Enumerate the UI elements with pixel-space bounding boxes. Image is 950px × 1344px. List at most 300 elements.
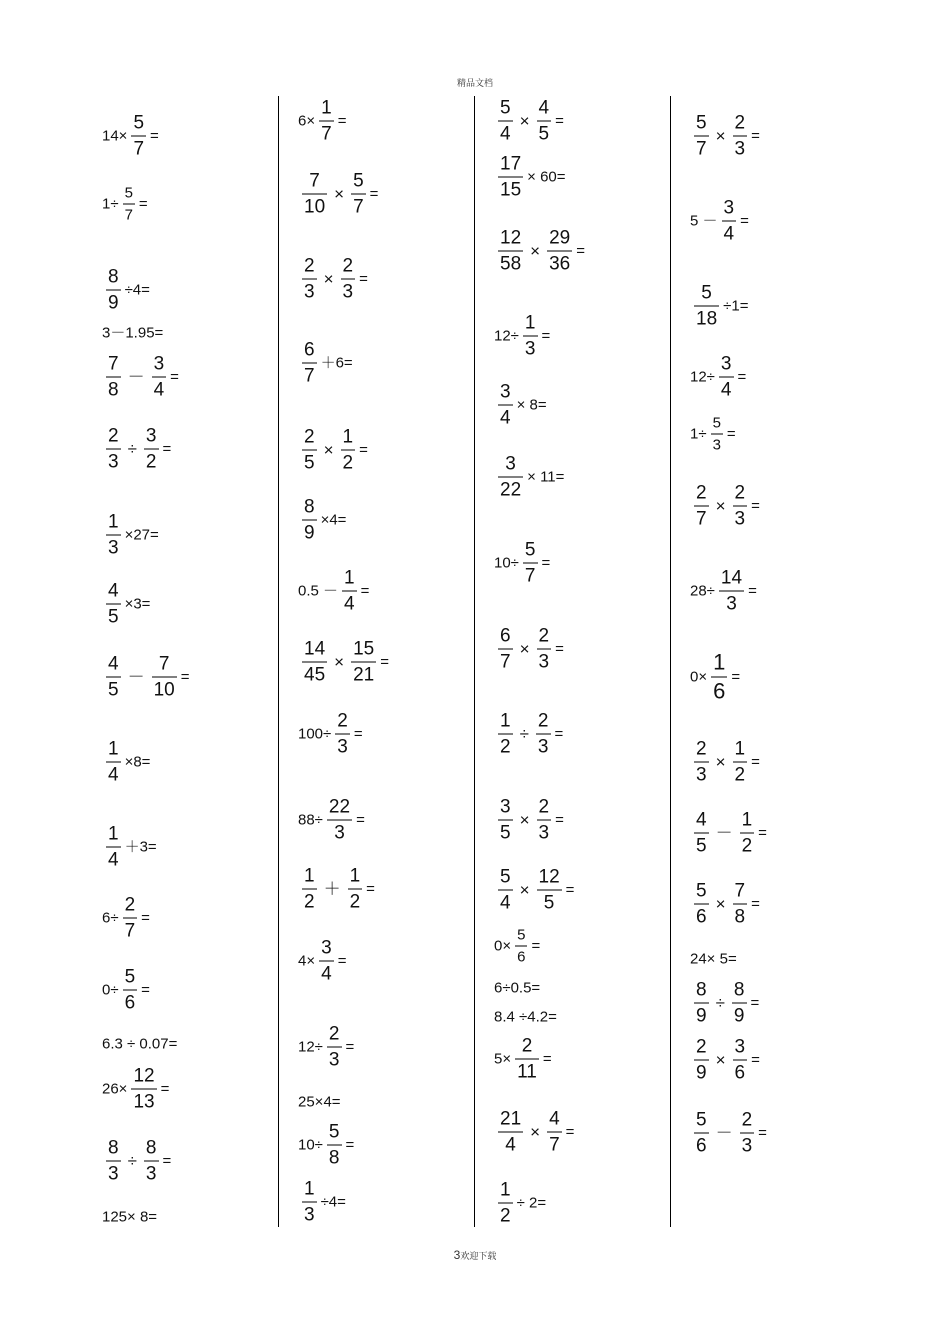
math-problem — [102, 427, 171, 472]
expression-text: ÷4= — [124, 281, 150, 299]
math-problem — [494, 314, 550, 359]
fraction — [351, 640, 376, 685]
fraction — [106, 740, 121, 785]
expression-text: 5× — [494, 1050, 512, 1068]
fraction-denominator: 9 — [696, 1005, 707, 1027]
fraction-denominator: 7 — [696, 508, 707, 530]
fraction-numerator: 2 — [537, 710, 549, 732]
math-problem — [494, 99, 564, 144]
fraction — [106, 427, 121, 472]
math-problem — [298, 1025, 354, 1070]
fraction — [106, 1139, 121, 1184]
expression-text: 3－1.95= — [102, 324, 164, 342]
expression-text: 0.5 － — [298, 582, 339, 600]
fraction-denominator: 2 — [741, 835, 753, 857]
math-problem — [102, 268, 150, 313]
operator: × — [715, 752, 726, 772]
fraction-numerator: 2 — [124, 894, 136, 916]
fraction-denominator: 5 — [696, 835, 707, 857]
fraction-numerator: 5 — [133, 112, 145, 134]
expression-text: = — [353, 725, 363, 743]
expression-text: = — [748, 582, 757, 600]
fraction-denominator: 2 — [734, 764, 746, 786]
fraction — [694, 484, 709, 529]
fraction-denominator: 7 — [524, 565, 536, 587]
expression-text: 28÷ — [690, 582, 715, 600]
operator: × — [715, 126, 726, 146]
math-problem — [690, 114, 760, 159]
fraction-numerator: 1 — [524, 312, 536, 334]
operator: － — [127, 667, 145, 687]
expression-text: ÷4= — [320, 1193, 346, 1211]
fraction-denominator: 4 — [500, 407, 511, 429]
fraction-numerator: 2 — [108, 425, 119, 447]
fraction-denominator: 2 — [500, 1205, 511, 1227]
fraction — [342, 569, 357, 614]
fraction — [144, 1139, 159, 1184]
fraction-numerator: 1 — [500, 1179, 511, 1201]
fraction-numerator: 3 — [734, 1036, 746, 1058]
fraction-numerator: 3 — [720, 353, 732, 375]
fraction-denominator: 6 — [696, 1135, 707, 1157]
fraction-denominator: 2 — [304, 891, 315, 913]
fraction-numerator: 3 — [145, 425, 157, 447]
expression-text: = — [366, 880, 375, 898]
operator: × — [519, 111, 530, 131]
fraction — [498, 455, 523, 500]
fraction — [319, 939, 334, 984]
fraction-denominator: 4 — [108, 764, 119, 786]
expression-text: = — [576, 242, 585, 260]
fraction-numerator: 5 — [353, 170, 364, 192]
fraction-denominator: 3 — [108, 537, 119, 559]
operator: × — [519, 639, 530, 659]
expression-text: × 60= — [527, 168, 566, 186]
fraction-denominator: 3 — [342, 281, 354, 303]
fraction-denominator: 22 — [500, 479, 522, 501]
math-problem — [494, 712, 563, 757]
fraction-numerator: 17 — [500, 153, 522, 175]
fraction-numerator: 5 — [500, 97, 511, 119]
fraction-numerator: 1 — [321, 97, 332, 119]
expression-text: 1÷ — [690, 425, 707, 443]
fraction-numerator: 1 — [344, 567, 355, 589]
fraction-numerator: 14 — [304, 638, 326, 660]
math-problem — [102, 355, 179, 400]
operator: × — [715, 496, 726, 516]
fraction — [694, 1038, 709, 1083]
fraction — [740, 1111, 755, 1156]
math-problem — [298, 172, 378, 217]
fraction-numerator: 2 — [304, 426, 315, 448]
fraction-numerator: 6 — [304, 339, 315, 361]
fraction — [694, 811, 709, 856]
fraction-denominator: 7 — [304, 365, 315, 387]
math-problem — [494, 868, 574, 913]
fraction — [106, 355, 121, 400]
fraction-denominator: 3 — [145, 1163, 157, 1185]
math-problem — [102, 1139, 171, 1184]
fraction-denominator: 4 — [723, 223, 735, 245]
fraction-denominator: 4 — [505, 1134, 516, 1156]
fraction-denominator: 3 — [696, 764, 707, 786]
fraction-numerator: 2 — [696, 482, 707, 504]
fraction — [498, 798, 513, 843]
expression-text: 25×4= — [298, 1093, 341, 1111]
math-problem — [298, 867, 375, 912]
math-problem — [494, 541, 550, 586]
fraction — [302, 172, 327, 217]
fraction — [719, 569, 744, 614]
expression-text: = — [160, 1080, 170, 1098]
fraction — [733, 1038, 748, 1083]
fraction-numerator: 1 — [304, 1178, 315, 1200]
fraction-numerator: 2 — [696, 1036, 707, 1058]
math-problem — [298, 498, 346, 543]
fraction-denominator: 3 — [334, 822, 345, 844]
fraction — [498, 155, 523, 200]
expression-text: 12÷ — [690, 368, 715, 386]
fraction-denominator: 5 — [108, 606, 119, 628]
expression-text: = — [345, 1038, 355, 1056]
expression-text: = — [737, 368, 747, 386]
math-problem — [102, 1067, 169, 1112]
math-problem — [494, 798, 564, 843]
fraction — [152, 355, 167, 400]
expression-text: = — [380, 653, 389, 671]
fraction-denominator: 10 — [304, 196, 326, 218]
expression-text: = — [555, 640, 564, 658]
fraction — [722, 199, 737, 244]
operator: － — [715, 1123, 733, 1143]
math-problem — [494, 383, 547, 428]
fraction-numerator: 5 — [696, 112, 707, 134]
fraction-denominator: 9 — [696, 1062, 707, 1084]
fraction-numerator: 3 — [500, 796, 511, 818]
fraction-denominator: 9 — [733, 1005, 745, 1027]
expression-text: = — [141, 981, 150, 999]
fraction-numerator: 1 — [741, 809, 753, 831]
fraction — [498, 868, 513, 913]
expression-text: 5 － — [690, 212, 718, 230]
expression-text: = — [751, 127, 760, 145]
fraction — [498, 99, 513, 144]
expression-text: = — [359, 441, 368, 459]
math-problem — [690, 484, 760, 529]
expression-text: = — [758, 1124, 767, 1142]
expression-text: 1÷ — [102, 195, 119, 213]
fraction-denominator: 2 — [342, 452, 354, 474]
operator: － — [127, 367, 145, 387]
operator: × — [715, 894, 726, 914]
fraction-denominator: 3 — [304, 281, 315, 303]
fraction-numerator: 7 — [108, 353, 119, 375]
fraction-numerator: 12 — [133, 1065, 155, 1087]
fraction-numerator: 3 — [321, 937, 332, 959]
fraction-denominator: 3 — [328, 1049, 340, 1071]
expression-text: 0× — [494, 937, 512, 955]
math-problem — [494, 155, 566, 200]
fraction — [351, 172, 366, 217]
math-problem — [690, 882, 760, 927]
fraction-numerator: 6 — [500, 625, 511, 647]
fraction-denominator: 3 — [538, 651, 550, 673]
fraction-numerator: 2 — [696, 738, 707, 760]
operator: ÷ — [127, 1151, 137, 1171]
expression-text: 12÷ — [494, 327, 519, 345]
fraction — [341, 428, 356, 473]
fraction — [327, 798, 352, 843]
expression-text: = — [750, 994, 760, 1012]
fraction-denominator: 4 — [500, 892, 511, 914]
fraction — [694, 740, 709, 785]
fraction-numerator: 4 — [108, 580, 119, 602]
math-problem — [298, 798, 365, 843]
expression-text: = — [141, 909, 150, 927]
fraction-numerator: 5 — [524, 539, 536, 561]
fraction-denominator: 5 — [500, 822, 511, 844]
expression-text: = — [542, 1050, 552, 1068]
fraction-denominator: 7 — [500, 651, 511, 673]
expression-text: = — [359, 270, 368, 288]
fraction-denominator: 3 — [108, 1163, 119, 1185]
fraction — [327, 1025, 342, 1070]
fraction-numerator: 1 — [108, 738, 119, 760]
math-problem — [102, 186, 148, 223]
expression-text: = — [138, 195, 148, 213]
fraction-numerator: 1 — [342, 426, 354, 448]
fraction-numerator: 1 — [500, 710, 511, 732]
fraction-numerator: 1 — [108, 823, 119, 845]
fraction-numerator: 3 — [500, 381, 511, 403]
fraction — [106, 268, 121, 313]
fraction-denominator: 6 — [713, 678, 726, 704]
fraction-numerator: 5 — [517, 926, 526, 944]
expression-text: = — [541, 554, 551, 572]
fraction — [106, 513, 121, 558]
expression-text: 88÷ — [298, 811, 323, 829]
expression-text: 6÷ — [102, 909, 119, 927]
fraction — [302, 1180, 317, 1225]
fraction-numerator: 4 — [538, 97, 550, 119]
math-problem — [690, 1038, 760, 1083]
expression-text: = — [337, 112, 347, 130]
math-problem — [690, 981, 759, 1026]
fraction — [131, 114, 146, 159]
expression-text: 0÷ — [102, 981, 119, 999]
fraction-numerator: 5 — [701, 282, 712, 304]
math-problem — [298, 428, 368, 473]
math-problem — [298, 257, 368, 302]
expression-text: ×3= — [124, 595, 151, 613]
expression-text: = — [541, 327, 551, 345]
page-footer — [0, 1248, 950, 1262]
expression-text: 6.3 ÷ 0.07= — [102, 1035, 178, 1053]
fraction-denominator: 8 — [328, 1147, 340, 1169]
math-problem — [102, 968, 150, 1013]
math-problem — [494, 1110, 574, 1155]
fraction — [537, 99, 552, 144]
fraction-numerator: 3 — [723, 197, 735, 219]
fraction-denominator: 3 — [108, 451, 119, 473]
fraction-numerator: 2 — [538, 796, 550, 818]
math-problem — [298, 99, 346, 144]
page-number: 3 — [453, 1248, 461, 1262]
fraction-numerator: 7 — [734, 880, 746, 902]
expression-text: 24× 5= — [690, 950, 737, 968]
fraction — [123, 186, 135, 223]
fraction — [537, 798, 552, 843]
math-problem — [298, 1123, 354, 1168]
fraction-denominator: 58 — [500, 253, 522, 275]
fraction-numerator: 8 — [108, 266, 119, 288]
operator: × — [334, 652, 345, 672]
problem-column-4 — [690, 0, 880, 1344]
fraction-denominator: 3 — [734, 138, 746, 160]
fraction-denominator: 4 — [720, 379, 732, 401]
fraction — [733, 114, 748, 159]
fraction — [327, 1123, 342, 1168]
fraction-denominator: 5 — [304, 452, 315, 474]
fraction-numerator: 5 — [696, 880, 707, 902]
math-problem — [494, 455, 564, 500]
fraction-numerator: 3 — [505, 453, 516, 475]
fraction-denominator: 13 — [133, 1091, 155, 1113]
expression-text: = — [555, 112, 564, 130]
fraction — [740, 811, 755, 856]
fraction-denominator: 4 — [344, 593, 355, 615]
math-problem — [102, 825, 157, 870]
math-problem — [102, 114, 159, 159]
fraction-denominator: 5 — [538, 123, 550, 145]
fraction — [711, 416, 723, 453]
fraction — [537, 627, 552, 672]
expression-text: = — [162, 440, 172, 458]
fraction — [106, 582, 121, 627]
expression-text: × 11= — [527, 468, 565, 486]
fraction-numerator: 2 — [734, 482, 746, 504]
fraction — [123, 896, 138, 941]
math-problem — [298, 939, 346, 984]
math-problem — [102, 655, 189, 700]
fraction-numerator: 2 — [538, 625, 550, 647]
fraction-denominator: 4 — [153, 379, 165, 401]
fraction — [144, 427, 159, 472]
fraction — [498, 1181, 513, 1226]
expression-text: 125× 8= — [102, 1208, 158, 1226]
expression-text: = — [731, 668, 741, 686]
expression-text: = — [740, 212, 749, 230]
operator: × — [530, 241, 541, 261]
footer-text: 欢迎下载 — [460, 1251, 497, 1261]
math-problem — [298, 341, 353, 386]
fraction — [498, 383, 513, 428]
fraction-numerator: 3 — [153, 353, 165, 375]
expression-text: = — [751, 753, 760, 771]
fraction-denominator: 3 — [524, 338, 536, 360]
problem-column-3 — [494, 0, 684, 1344]
operator: ＋ — [323, 879, 341, 899]
fraction-denominator: 45 — [304, 664, 326, 686]
operator: × — [323, 269, 334, 289]
math-problem — [494, 229, 585, 274]
fraction-denominator: 3 — [726, 593, 737, 615]
fraction-numerator: 1 — [304, 865, 315, 887]
math-problem — [298, 1095, 341, 1110]
expression-text: = — [565, 881, 575, 899]
fraction-numerator: 8 — [108, 1137, 119, 1159]
fraction — [302, 428, 317, 473]
fraction — [341, 257, 356, 302]
fraction — [523, 541, 538, 586]
expression-text: ×4= — [320, 511, 347, 529]
expression-text: 4× — [298, 952, 316, 970]
fraction — [719, 355, 734, 400]
expression-text: ＋6= — [320, 354, 353, 372]
expression-text: ÷1= — [723, 297, 749, 315]
fraction-numerator: 8 — [145, 1137, 157, 1159]
fraction — [106, 825, 121, 870]
expression-text: = — [369, 185, 379, 203]
math-problem — [102, 1210, 157, 1225]
expression-text: = — [531, 937, 541, 955]
fraction-denominator: 7 — [124, 206, 133, 224]
fraction-numerator: 4 — [696, 809, 707, 831]
expression-text: = — [554, 725, 564, 743]
math-problem — [690, 416, 736, 453]
fraction-denominator: 3 — [734, 508, 746, 530]
fraction — [733, 484, 748, 529]
fraction-numerator: 2 — [521, 1035, 533, 1057]
expression-text: 0× — [690, 668, 708, 686]
math-problem — [494, 928, 540, 965]
operator: × — [323, 440, 334, 460]
fraction-denominator: 6 — [696, 906, 707, 928]
math-problem — [690, 1111, 767, 1156]
expression-text: 8.4 ÷4.2= — [494, 1008, 557, 1026]
fraction-denominator: 3 — [304, 1204, 315, 1226]
math-problem — [690, 649, 741, 704]
expression-text: 10÷ — [494, 554, 519, 572]
math-problem — [690, 569, 757, 614]
expression-text: = — [162, 1152, 172, 1170]
fraction — [547, 1110, 562, 1155]
fraction-denominator: 9 — [108, 292, 119, 314]
fraction-numerator: 2 — [734, 112, 746, 134]
fraction — [537, 868, 562, 913]
fraction-numerator: 12 — [538, 866, 560, 888]
math-problem — [102, 1037, 177, 1052]
expression-text: × 8= — [516, 396, 547, 414]
expression-text: 10÷ — [298, 1136, 323, 1154]
fraction-numerator: 5 — [328, 1121, 340, 1143]
fraction — [732, 981, 747, 1026]
fraction-denominator: 3 — [712, 436, 721, 454]
fraction-denominator: 4 — [321, 963, 332, 985]
fraction — [694, 1111, 709, 1156]
math-problem — [102, 582, 150, 627]
expression-text: = — [180, 668, 190, 686]
math-problem — [690, 199, 749, 244]
fraction-denominator: 9 — [304, 522, 315, 544]
fraction-numerator: 1 — [349, 865, 361, 887]
expression-text: = — [360, 582, 370, 600]
math-problem — [298, 640, 389, 685]
expression-text: = — [170, 368, 179, 386]
fraction — [152, 655, 177, 700]
operator: ÷ — [715, 993, 725, 1013]
fraction-denominator: 8 — [734, 906, 746, 928]
